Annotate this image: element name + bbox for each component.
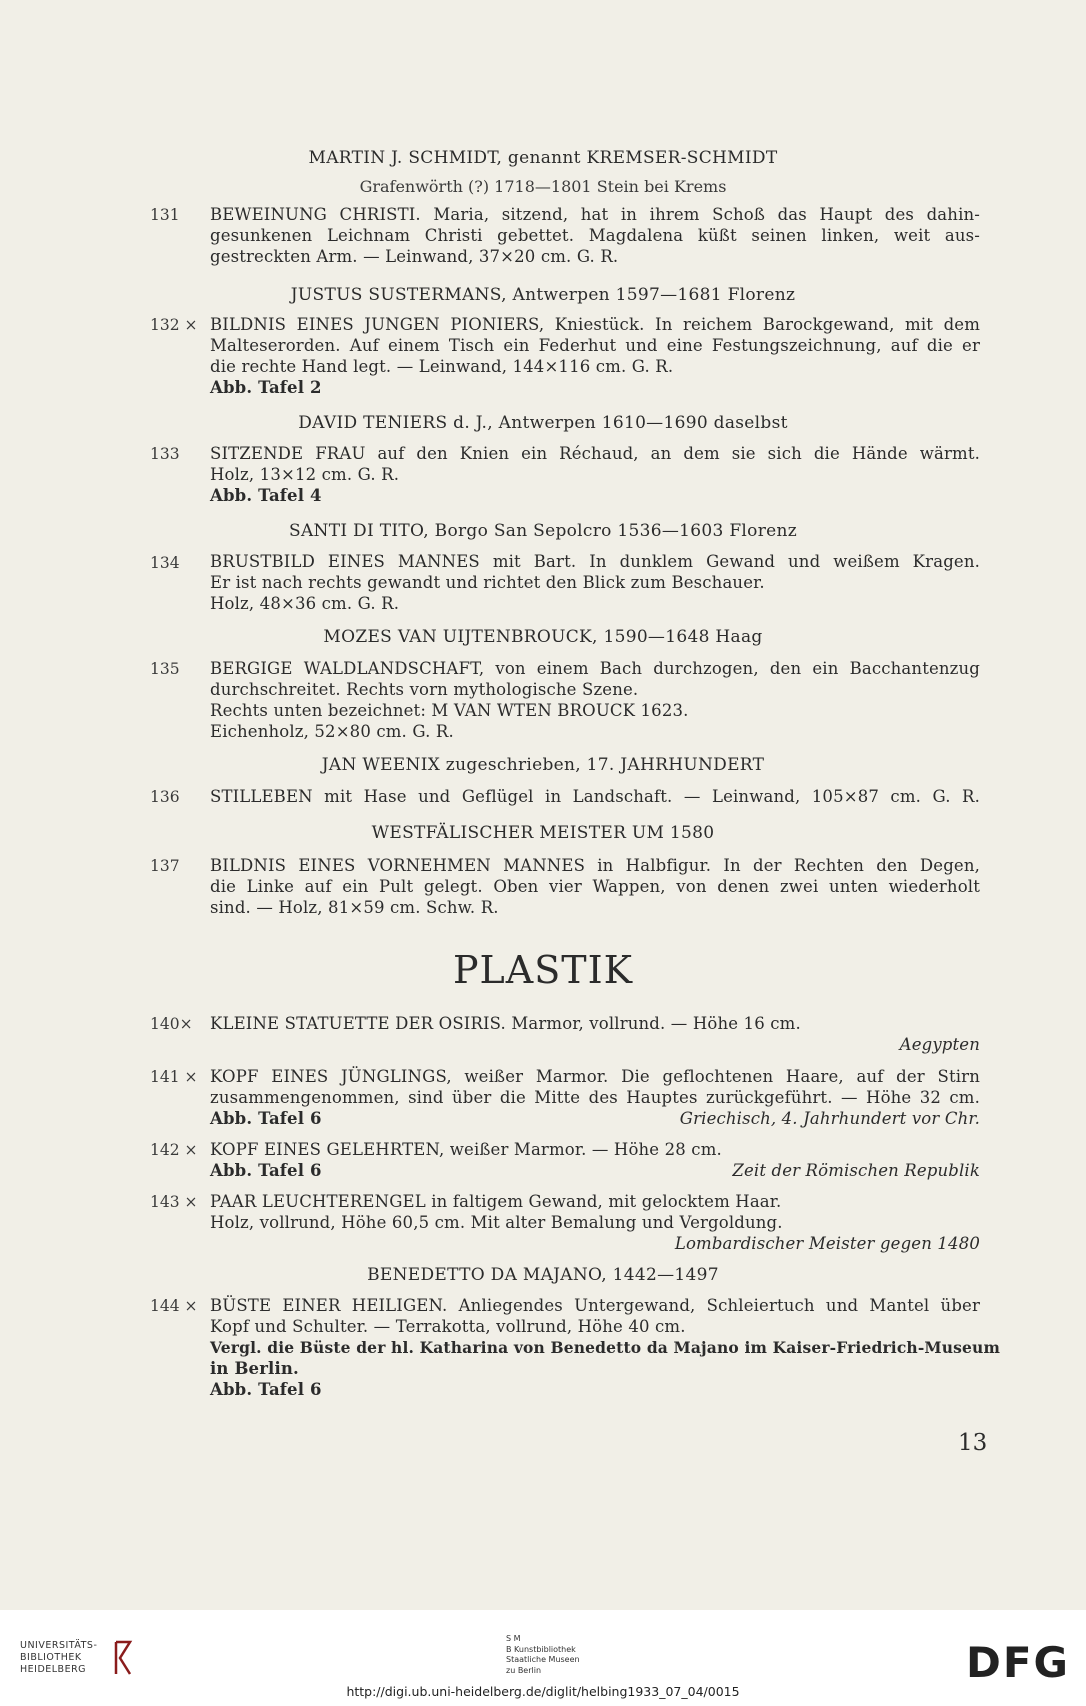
entry-number: 140× — [150, 1015, 193, 1033]
entry-line: BERGIGE WALDLANDSCHAFT, von einem Bach durchzogen, den ein Bacchantenzug — [210, 659, 980, 678]
entry-origin: Aegypten — [899, 1035, 980, 1054]
artist-header: BENEDETTO DA MAJANO, 1442—1497 — [367, 1265, 719, 1285]
plate-reference: Abb. Tafel 4 — [210, 486, 322, 505]
entry-number: 144 × — [150, 1297, 198, 1315]
entry-line: KOPF EINES JÜNGLINGS, weißer Marmor. Die geflochtenen Haare, auf der Stirn — [210, 1067, 980, 1086]
entry-origin: Zeit der Römischen Republik — [732, 1161, 980, 1180]
entry-line: STILLEBEN mit Hase und Geflügel in Landschaft. — Leinwand, 105×87 cm. G. R. — [210, 787, 980, 806]
entry-number: 141 × — [150, 1068, 198, 1086]
entry-line: die rechte Hand legt. — Leinwand, 144×116 cm. G. R. — [210, 357, 674, 376]
entry-line: BRUSTBILD EINES MANNES mit Bart. In dunklem Gewand und weißem Kragen. — [210, 552, 980, 571]
artist-header: MARTIN J. SCHMIDT, genannt KREMSER-SCHMIDT — [308, 148, 778, 168]
entry-line: Holz, 13×12 cm. G. R. — [210, 465, 400, 484]
entry-number: 135 — [150, 660, 180, 678]
entry-line: BILDNIS EINES JUNGEN PIONIERS, Kniestück. In reichem Barockgewand, mit dem — [210, 315, 980, 334]
section-title: PLASTIK — [452, 948, 634, 992]
entry-number: 134 — [150, 554, 180, 572]
library-footer — [0, 1610, 1086, 1706]
entry-number: 137 — [150, 857, 180, 875]
entry-line: KOPF EINES GELEHRTEN, weißer Marmor. — Höhe 28 cm. — [210, 1140, 722, 1159]
artist-header: DAVID TENIERS d. J., Antwerpen 1610—1690 daselbst — [298, 413, 788, 433]
entry-line: Eichenholz, 52×80 cm. G. R. — [210, 722, 454, 741]
artist-subheader: Grafenwörth (?) 1718—1801 Stein bei Krems — [359, 177, 727, 196]
entry-line: KLEINE STATUETTE DER OSIRIS. Marmor, vollrund. — Höhe 16 cm. — [210, 1014, 801, 1033]
entry-line: Holz, vollrund, Höhe 60,5 cm. Mit alter Bemalung und Vergoldung. — [210, 1213, 783, 1232]
entry-line: durchschreitet. Rechts vorn mythologische Szene. — [210, 680, 639, 699]
artist-header: SANTI DI TITO, Borgo San Sepolcro 1536—1603 Florenz — [289, 521, 797, 541]
entry-line: Holz, 48×36 cm. G. R. — [210, 594, 400, 613]
entry-line: Malteserorden. Auf einem Tisch ein Federhut und eine Festungszeichnung, auf die er — [210, 336, 980, 355]
entry-line: zusammengenommen, sind über die Mitte des Hauptes zurückgeführt. — Höhe 32 cm. — [210, 1088, 980, 1107]
plate-reference: Abb. Tafel 6 — [210, 1380, 322, 1399]
plate-reference: Abb. Tafel 6 — [210, 1109, 322, 1128]
entry-note: in Berlin. — [210, 1359, 299, 1378]
entry-number: 142 × — [150, 1141, 198, 1159]
entry-number: 131 — [150, 206, 180, 224]
artist-header: JAN WEENIX zugeschrieben, 17. JAHRHUNDERT — [321, 755, 765, 775]
entry-line: sind. — Holz, 81×59 cm. Schw. R. — [210, 898, 499, 917]
entry-line: BILDNIS EINES VORNEHMEN MANNES in Halbfigur. In der Rechten den Degen, — [210, 856, 980, 875]
entry-line: die Linke auf ein Pult gelegt. Oben vier Wappen, von denen zwei unten wiederholt — [210, 877, 980, 896]
entry-line: BEWEINUNG CHRISTI. Maria, sitzend, hat in ihrem Schoß das Haupt des dahin- — [210, 205, 980, 224]
permalink[interactable]: http://digi.ub.uni-heidelberg.de/diglit/helbing1933_07_04/0015 — [346, 1684, 740, 1699]
stamp-line: S M — [506, 1634, 521, 1643]
entry-number: 143 × — [150, 1193, 198, 1211]
dfg-logo: DFG — [966, 1638, 1071, 1687]
entry-line: PAAR LEUCHTERENGEL in faltigem Gewand, mit gelocktem Haar. — [210, 1192, 782, 1211]
museum-stamp — [506, 1634, 580, 1676]
plate-reference: Abb. Tafel 6 — [210, 1161, 322, 1180]
entry-number: 136 — [150, 788, 180, 806]
entry-origin: Lombardischer Meister gegen 1480 — [674, 1234, 980, 1253]
university-mark-icon — [108, 1638, 138, 1678]
stamp-line: B Kunstbibliothek — [506, 1644, 576, 1654]
artist-header: WESTFÄLISCHER MEISTER UM 1580 — [371, 823, 715, 843]
stamp-line: Staatliche Museen — [506, 1655, 580, 1664]
university-line: HEIDELBERG — [20, 1664, 87, 1675]
entry-line: gesunkenen Leichnam Christi gebettet. Magdalena küßt seinen linken, weit aus- — [210, 226, 980, 245]
entry-note: Vergl. die Büste der hl. Katharina von Benedetto da Majano im Kaiser-Friedrich-Museum — [210, 1338, 1000, 1357]
university-line: UNIVERSITÄTS- — [20, 1640, 98, 1651]
plate-reference: Abb. Tafel 2 — [210, 378, 322, 397]
artist-header: JUSTUS SUSTERMANS, Antwerpen 1597—1681 Florenz — [290, 285, 796, 305]
entry-line: SITZENDE FRAU auf den Knien ein Réchaud, an dem sie sich die Hände wärmt. — [210, 444, 980, 463]
entry-line: Er ist nach rechts gewandt und richtet den Blick zum Beschauer. — [210, 573, 765, 592]
university-line: BIBLIOTHEK — [20, 1652, 82, 1663]
artist-header: MOZES VAN UIJTENBROUCK, 1590—1648 Haag — [323, 627, 763, 647]
entry-line: gestreckten Arm. — Leinwand, 37×20 cm. G. R. — [210, 247, 619, 266]
page-number: 13 — [958, 1430, 988, 1456]
university-logo-text — [20, 1640, 97, 1676]
entry-origin: Griechisch, 4. Jahrhundert vor Chr. — [679, 1109, 980, 1128]
stamp-line: zu Berlin — [506, 1665, 542, 1675]
entry-line: Rechts unten bezeichnet: M VAN WTEN BROUCK 1623. — [210, 701, 689, 720]
entry-number: 133 — [150, 445, 180, 463]
entry-line: Kopf und Schulter. — Terrakotta, vollrund, Höhe 40 cm. — [210, 1317, 686, 1336]
entry-number: 132 × — [150, 316, 198, 334]
entry-line: BÜSTE EINER HEILIGEN. Anliegendes Untergewand, Schleiertuch und Mantel über — [210, 1296, 980, 1315]
